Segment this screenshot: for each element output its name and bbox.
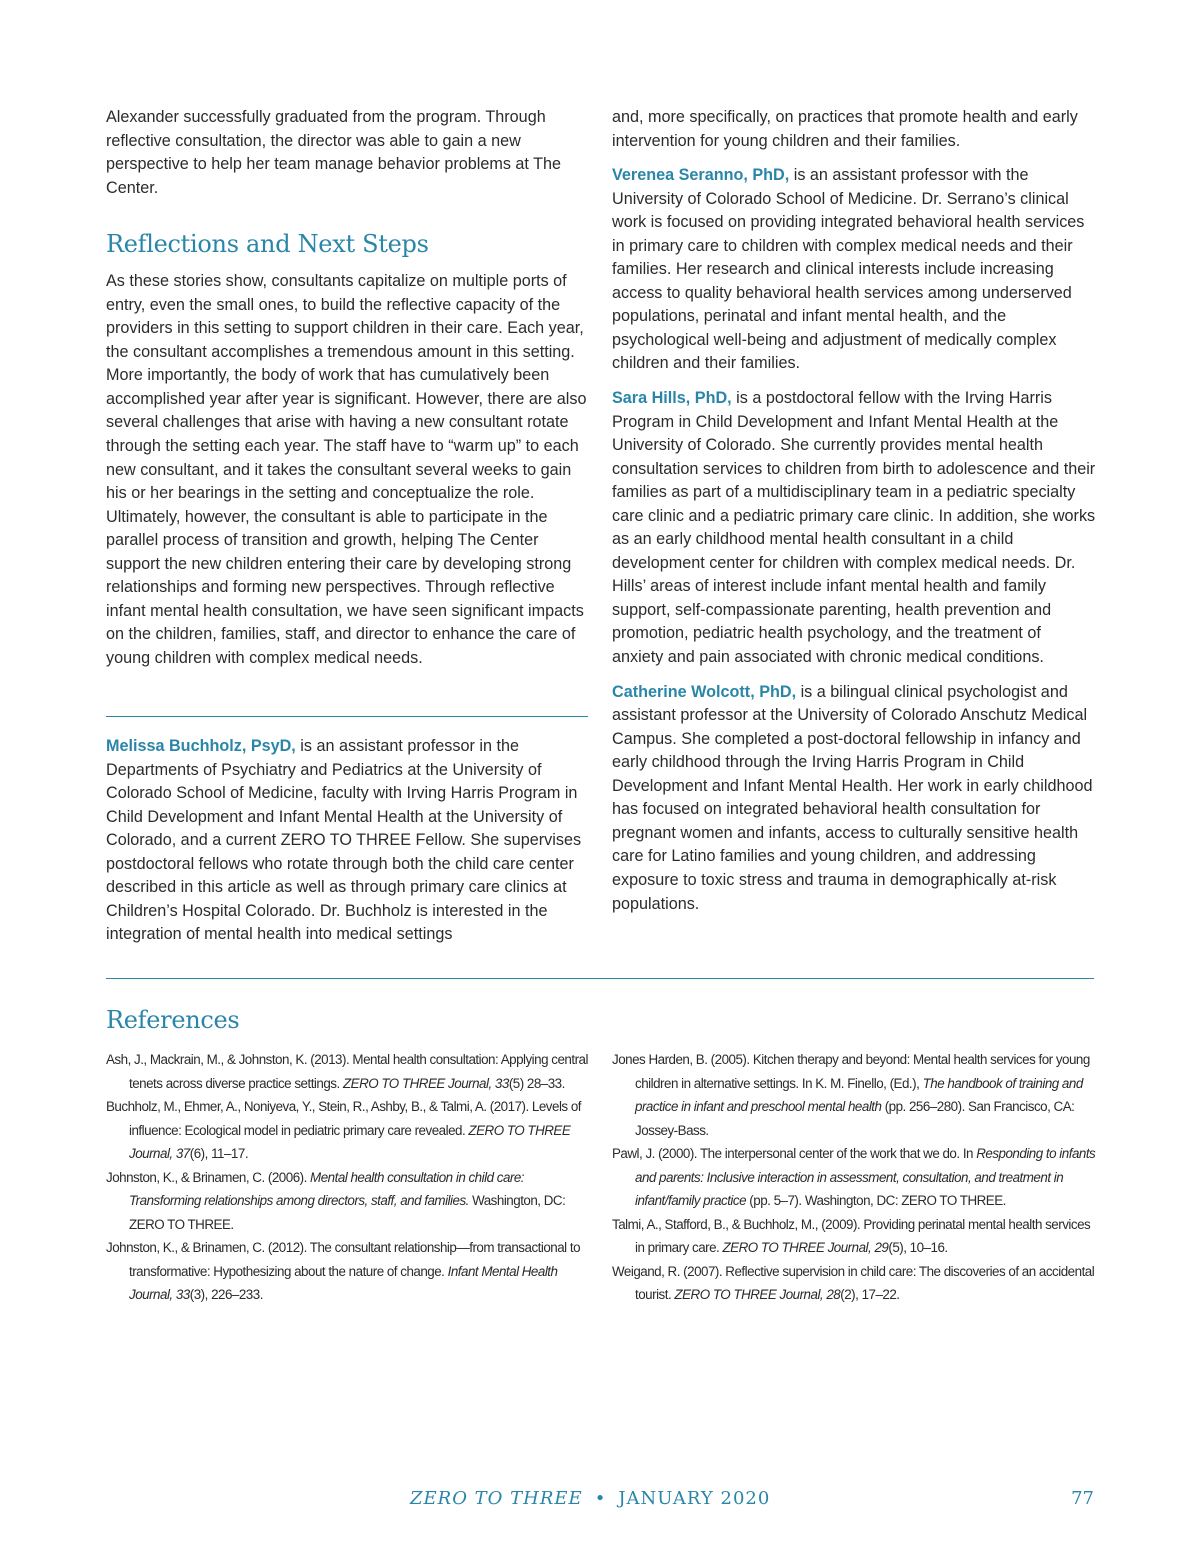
- footer-publication: ZERO TO THREE: [410, 1488, 583, 1509]
- reference-entry: Pawl, J. (2000). The interpersonal center of the work that we do. In Responding to infants and parents: Inclusive interaction in assessment, consultation, and treatment in infant/family practice (pp. 5–7). Washington, DC: ZERO TO THREE.: [612, 1146, 1096, 1208]
- reference-entry: Buchholz, M., Ehmer, A., Noniyeva, Y., Stein, R., Ashby, B., & Talmi, A. (2017). Levels of influence: Ecological model in pediatric primary care revealed. ZERO TO THREE Journal, 37(6), 11–17.: [106, 1099, 582, 1161]
- references-heading: References: [106, 1006, 240, 1034]
- section-paragraph: As these stories show, consultants capitalize on multiple ports of entry, even the small ones, to build the reflective capacity of the providers in this setting to support children in their care. Each year, the consultant accomplishes a tremendous amount in this setting. More importantly, the body of work that has cumulatively been accomplished year after year is significant. However, there are also several challenges that arise with having a new consultant rotate through the setting each year. The staff have to “warm up” to each new consultant, and it takes the consultant several weeks to gain his or her bearings in the setting and conceptualize the role. Ultimately, however, the consultant is able to participate in the parallel process of transition and growth, helping The Center support the new children entering their care by developing strong relationships and forming new perspectives. Through reflective infant mental health consultation, we have seen significant impacts on the children, families, staff, and director to enhance the care of young children with complex medical needs.: [106, 272, 587, 667]
- intro-paragraph: Alexander successfully graduated from the program. Through reflective consultation, the director was able to gain a new perspective to help her team manage behavior problems at The Center.: [106, 108, 562, 197]
- section-heading: Reflections and Next Steps: [106, 230, 429, 259]
- reference-entry: Weigand, R. (2007). Reflective supervision in child care: The discoveries of an accidental tourist. ZERO TO THREE Journal, 28(2), 17–22.: [612, 1263, 1095, 1302]
- author-bio: is an assistant professor in the Departments of Psychiatry and Pediatrics at the University of Colorado School of Medicine, faculty with Irving Harris Program in Child Development and Infant Mental Health at the University of Colorado, and a current ZERO TO THREE Fellow. She supervises postdoctoral fellows who rotate through both the child care center described in this article as well as through primary care clinics at Children’s Hospital Colorado. Dr. Buchholz is interested in the integration of mental health into medical settings: [106, 737, 582, 944]
- author-bio: is an assistant professor with the University of Colorado School of Medicine. Dr. Serrano’s clinical work is focused on providing integrated behavioral health services in primary care to children with complex medical needs and their families. Her research and clinical interests include increasing access to quality behavioral health services among underserved populations, perinatal and infant mental health, and the psychological well-being and adjustment of medically complex children and their families.: [612, 166, 1085, 373]
- page-number: 77: [1071, 1488, 1094, 1509]
- reference-entry: Johnston, K., & Brinamen, C. (2012). The consultant relationship—from transactional to transformative: Hypothesizing about the nature of change. Infant Mental Health Journal, 33(3), 226–233.: [106, 1240, 581, 1302]
- footer-journal: [410, 1488, 770, 1509]
- author-name: Melissa Buchholz, PsyD,: [106, 737, 296, 755]
- author-bio-seranno: [612, 164, 1096, 376]
- right-column: [612, 106, 1096, 927]
- author-bio-wolcott: [612, 681, 1096, 916]
- footer-separator: •: [594, 1488, 607, 1509]
- reference-entry: Johnston, K., & Brinamen, C. (2006). Mental health consultation in child care: Transforming relationships among directors, staff, and families. Washington, DC: ZERO TO THREE.: [106, 1169, 566, 1232]
- reference-entry: Jones Harden, B. (2005). Kitchen therapy and beyond: Mental health services for young children in alternative settings. In K. M. Finello, (Ed.), The handbook of training and practice in infant and preschool mental health (pp. 256–280). San Francisco, CA: Jossey-Bass.: [612, 1052, 1090, 1138]
- author-divider: [106, 716, 588, 717]
- author-name: Sara Hills, PhD,: [612, 389, 732, 408]
- reference-entry: Ash, J., Mackrain, M., & Johnston, K. (2013). Mental health consultation: Applying central tenets across diverse practice settings. ZERO TO THREE Journal, 33(5) 28–33.: [106, 1052, 588, 1091]
- author-bio-buchholz: [106, 735, 590, 947]
- references-right-column: [612, 1048, 1102, 1307]
- references-divider: [106, 978, 1094, 979]
- bio-continuation: and, more specifically, on practices that promote health and early intervention for young children and their families.: [612, 108, 1078, 150]
- author-name: Verenea Seranno, PhD,: [612, 166, 790, 185]
- author-name: Catherine Wolcott, PhD,: [612, 682, 797, 701]
- reference-entry: Talmi, A., Stafford, B., & Buchholz, M., (2009). Providing perinatal mental health services in primary care. ZERO TO THREE Journal, 29(5), 10–16.: [612, 1216, 1091, 1255]
- left-column: [106, 106, 590, 681]
- page-footer: [0, 1488, 1200, 1518]
- author-bio: is a postdoctoral fellow with the Irving Harris Program in Child Development and Infant Mental Health at the University of Colorado. She currently provides mental health consultation services to children from birth to adolescence and their families as part of a multidisciplinary team in a pediatric specialty care clinic and a pediatric primary care clinic. In addition, she works as an early childhood mental health consultant in a child development center for children with complex medical needs. Dr. Hills’ areas of interest include infant mental health and family support, self-compassionate parenting, health prevention and promotion, pediatric health psychology, and the treatment of anxiety and pain associated with chronic medical conditions.: [612, 389, 1096, 667]
- author-bio: is a bilingual clinical psychologist and assistant professor at the University of Colorado Anschutz Medical Campus. She completed a post-doctoral fellowship in infancy and early childhood through the Irving Harris Program in Child Development and Infant Mental Health. Her work in early childhood has focused on integrated behavioral health consultation for pregnant women and infants, access to culturally sensitive health care for Latino families and young children, and addressing exposure to toxic stress and trauma in demographically at-risk populations.: [612, 682, 1093, 913]
- author-bio-hills: [612, 387, 1096, 670]
- references-left-column: [106, 1048, 596, 1307]
- footer-issue: JANUARY 2020: [618, 1488, 771, 1509]
